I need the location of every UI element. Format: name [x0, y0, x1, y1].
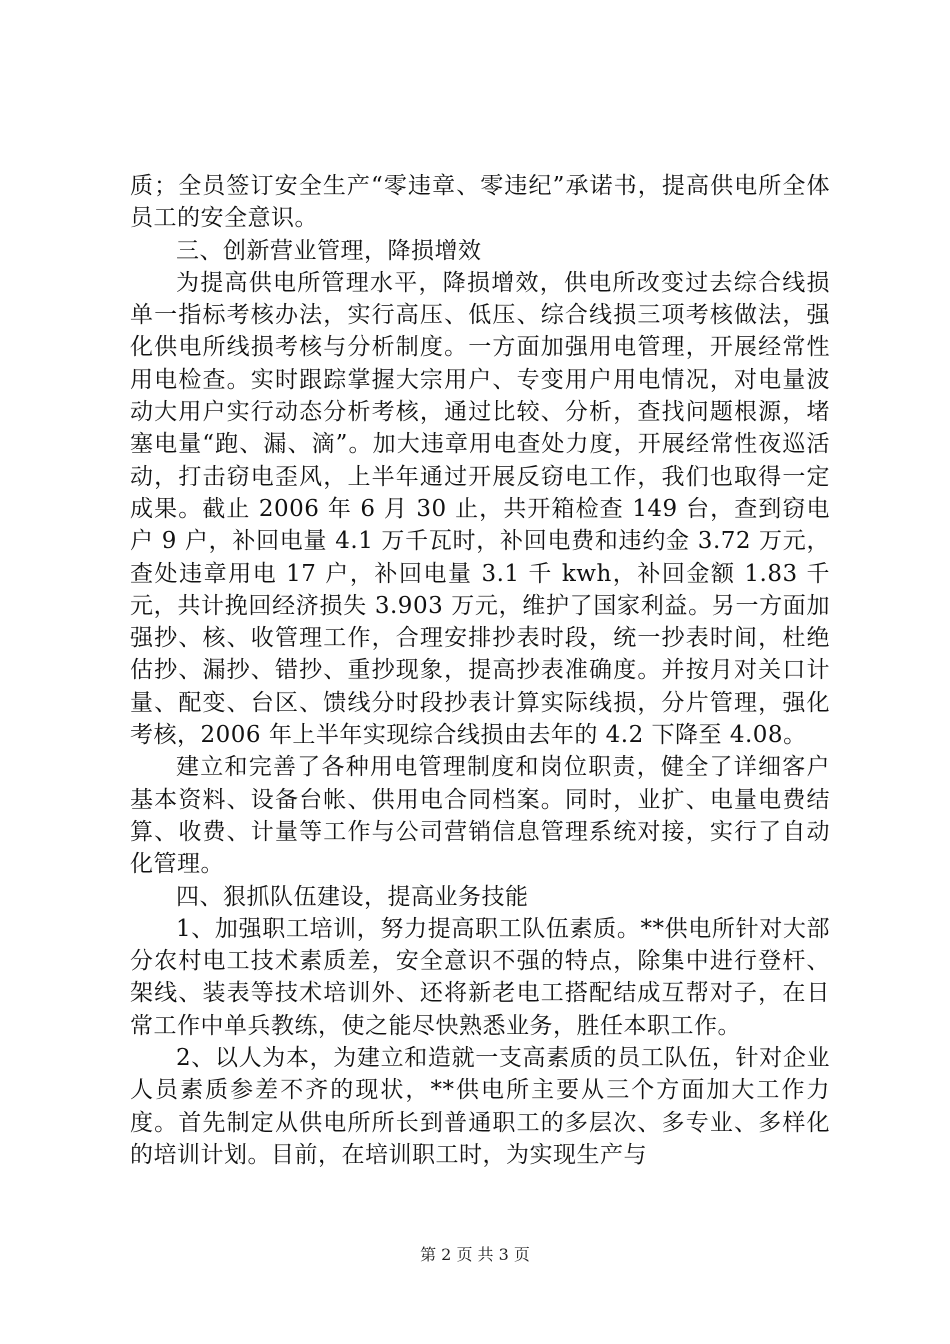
paragraph-management-system: 建立和完善了各种用电管理制度和岗位职责，健全了详细客户基本资料、设备台帐、供用电合同档案。同时，业扩、电量电费结算、收费、计量等工作与公司营销信息管理系统对接，实行了自动化管理。 [130, 754, 830, 878]
paragraph-line-loss: 为提高供电所管理水平，降损增效，供电所改变过去综合线损单一指标考核办法，实行高压、低压、综合线损三项考核做法，强化供电所线损考核与分析制度。一方面加强用电管理，开展经常性用电检查。实时跟踪掌握大宗用户、专变用户用电情况，对电量波动大用户实行动态分析考核，通过比较、分析，查找问题根源，堵塞电量“跑、漏、滴”。加大违章用电查处力度，开展经常性夜巡活动，打击窃电歪风，上半年通过开展反窃电工作，我们也取得一定成果。截止 2006 年 6 月 30 止，共开箱检查 149 台，查到窃电户 9 户，补回电量 4.1 万千瓦时，补回电费和违约金 3.72 万元，查处违章用电 17 户，补回电量 3.1 千 kwh，补回金额 1.83 千元，共计挽回经济损失 3.903 万元，维护了国家利益。另一方面加强抄、核、收管理工作，合理安排抄表时段，统一抄表时间，杜绝估抄、漏抄、错抄、重抄现象，提高抄表准确度。并按月对关口计量、配变、台区、馈线分时段抄表计算实际线损，分片管理，强化考核，2006 年上半年实现综合线损由去年的 4.2 下降至 4.08。 [130, 269, 830, 749]
section-heading-4: 四、狠抓队伍建设，提高业务技能 [176, 883, 529, 910]
paragraph-safety-pledge: 质；全员签订安全生产“零违章、零违纪”承诺书，提高供电所全体员工的安全意识。 [130, 173, 830, 232]
page-number-footer: 第 2 页 共 3 页 [420, 1245, 530, 1264]
section-heading-3: 三、创新营业管理，降损增效 [176, 237, 482, 264]
paragraph-training-2: 2、以人为本，为建立和造就一支高素质的员工队伍，针对企业人员素质参差不齐的现状，**供电所主要从三个方面加大工作力度。首先制定从供电所所长到普通职工的多层次、多专业、多样化的培训计划。目前，在培训职工时，为实现生产与 [130, 1045, 830, 1168]
paragraph-training-1: 1、加强职工培训，努力提高职工队伍素质。**供电所针对大部分农村电工技术素质差，安全意识不强的特点，除集中进行登杆、架线、装表等技术培训外、还将新老电工搭配结成互帮对子，在日常工作中单兵教练，使之能尽快熟悉业务，胜任本职工作。 [130, 915, 830, 1039]
document-body [130, 170, 830, 1171]
